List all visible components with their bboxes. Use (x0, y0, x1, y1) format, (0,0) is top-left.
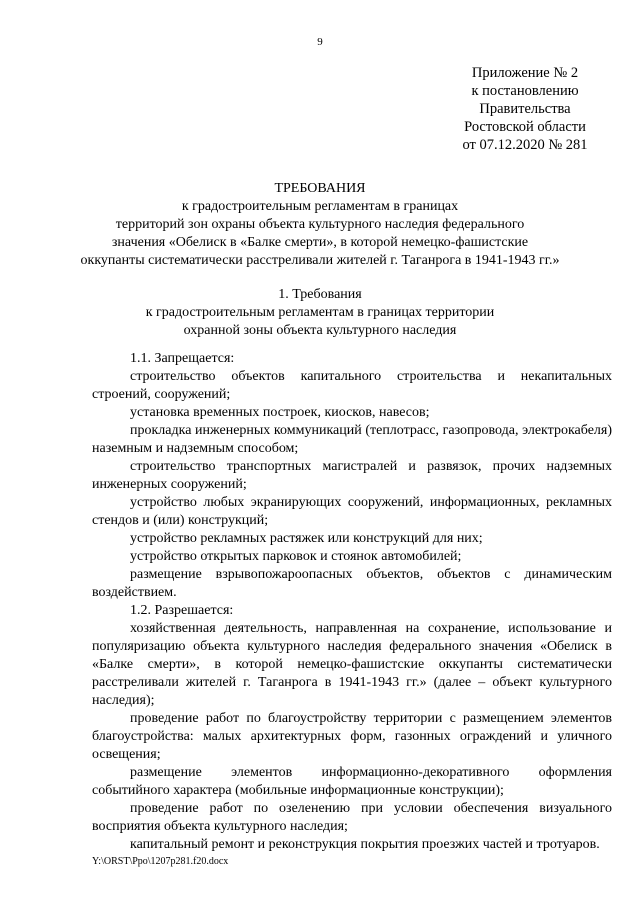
list-item: размещение взрывопожароопасных объектов, объектов с динамическим воздействием. (92, 567, 612, 600)
section-line: к градостроительным регламентам в границах территории (145, 305, 495, 320)
appendix-line: от 07.12.2020 № 281 (462, 137, 588, 153)
title-line: к градостроительным регламентам в границах (181, 199, 459, 214)
file-path-footer: Y:\ORST\Ppo\1207p281.f20.docx (92, 856, 229, 867)
list-item: устройство любых экранирующих сооружений, информационных, рекламных стендов и (или) конструкций; (92, 495, 612, 528)
list-item: проведение работ по озеленению при условии обеспечения визуального восприятия объекта культурного наследия; (92, 801, 612, 834)
list-item: прокладка инженерных коммуникаций (теплотрасс, газопровода, электрокабеля) наземным и надземным способом; (92, 423, 612, 456)
appendix-line: Правительства (479, 101, 571, 117)
list-item: устройство рекламных растяжек или конструкций для них; (130, 531, 483, 546)
list-item: устройство открытых парковок и стоянок автомобилей; (130, 549, 462, 564)
list-item: размещение элементов информационно-декоративного оформления событийного характера (мобильные информационные конструкции); (92, 765, 612, 798)
list-item: установка временных построек, киосков, навесов; (130, 405, 430, 420)
page-number: 9 (317, 36, 323, 48)
list-item: проведение работ по благоустройству территории с размещением элементов благоустройства: малых архитектурных форм, газонных ограждений и уличного освещения; (92, 711, 612, 762)
title-line: значения «Обелиск в «Балке смерти», в которой немецко-фашистские (111, 235, 529, 250)
list-item: строительство объектов капитального строительства и некапитальных строений, сооружений; (92, 369, 612, 402)
document-title (60, 180, 580, 270)
section-line: охранной зоны объекта культурного наследия (183, 323, 457, 338)
title-line: оккупанты систематически расстреливали жителей г. Таганрога в 1941-1943 гг.» (80, 253, 560, 268)
document-body (92, 350, 612, 854)
appendix-line: Ростовской области (464, 119, 586, 135)
appendix-line: Приложение № 2 (471, 65, 579, 81)
list-item: капитальный ремонт и реконструкция покрытия проезжих частей и тротуаров. (130, 837, 600, 852)
section-title (100, 286, 540, 340)
allowed-heading: 1.2. Разрешается: (130, 603, 234, 618)
appendix-header (450, 64, 600, 154)
section-heading: 1. Требования (278, 287, 362, 302)
appendix-line: к постановлению (471, 83, 579, 99)
title-line: территорий зон охраны объекта культурного наследия федерального (115, 217, 525, 232)
list-item: хозяйственная деятельность, направленная на сохранение, использование и популяризацию объекта культурного наследия федерального значения «Обелиск в «Балке смерти», в которой немецко-фашистские оккупанты систематически расстреливали жителей г. Таганрога в 1941-1943 гг.» (далее – объект культурного наследия); (92, 621, 612, 708)
list-item: строительство транспортных магистралей и развязок, прочих надземных инженерных сооружений; (92, 459, 612, 492)
title-heading: ТРЕБОВАНИЯ (274, 181, 366, 196)
prohibited-heading: 1.1. Запрещается: (130, 351, 235, 366)
